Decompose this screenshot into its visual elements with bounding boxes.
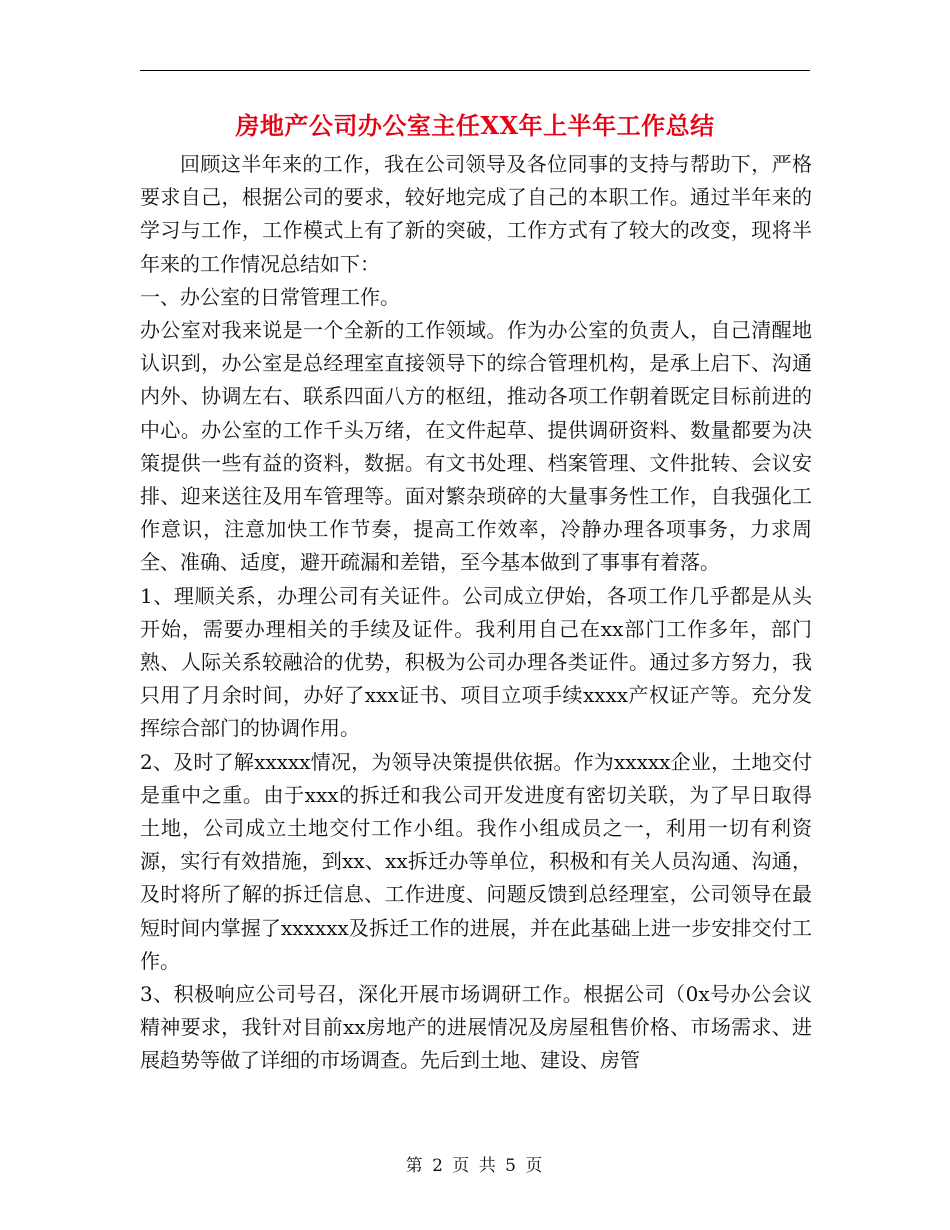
document-title: 房地产公司办公室主任XX年上半年工作总结	[235, 111, 715, 140]
paragraph-item-3: 3、积极响应公司号召，深化开展市场调研工作。根据公司（0x号办公会议精神要求，我针对目前xx房地产的进展情况及房屋租售价格、市场需求、进展趋势等做了详细的市场调查。先后到土地、建设、房管	[140, 982, 812, 1073]
page-number-footer: 第 2 页 共 5 页	[405, 1156, 545, 1176]
header-rule	[140, 70, 810, 71]
document-body	[140, 148, 812, 1078]
paragraph-intro: 回顾这半年来的工作，我在公司领导及各位同事的支持与帮助下，严格要求自己，根据公司的要求，较好地完成了自己的本职工作。通过半年来的学习与工作，工作模式上有了新的突破，工作方式有了较大的改变，现将半年来的工作情况总结如下：	[140, 152, 812, 276]
paragraph-item-2: 2、及时了解xxxxx情况，为领导决策提供依据。作为xxxxx企业，土地交付是重中之重。由于xxx的拆迁和我公司开发进度有密切关联，为了早日取得土地，公司成立土地交付工作小组。我作小组成员之一，利用一切有利资源，实行有效措施，到xx、xx拆迁办等单位，积极和有关人员沟通、沟通，及时将所了解的拆迁信息、工作进度、问题反馈到总经理室，公司领导在最短时间内掌握了xxxxxx及拆迁工作的进展，并在此基础上进一步安排交付工作。	[140, 749, 812, 973]
section-heading-1: 一、办公室的日常管理工作。	[140, 284, 400, 309]
paragraph-office-overview: 办公室对我来说是一个全新的工作领域。作为办公室的负责人，自己清醒地认识到，办公室是总经理室直接领导下的综合管理机构，是承上启下、沟通内外、协调左右、联系四面八方的枢纽，推动各项工作朝着既定目标前进的中心。办公室的工作千头万绪，在文件起草、提供调研资料、数量都要为决策提供一些有益的资料，数据。有文书处理、档案管理、文件批转、会议安排、迎来送往及用车管理等。面对繁杂琐碎的大量事务性工作，自我强化工作意识，注意加快工作节奏，提高工作效率，冷静办理各项事务，力求周全、准确、适度，避开疏漏和差错，至今基本做到了事事有着落。	[140, 318, 812, 575]
paragraph-item-1: 1、理顺关系，办理公司有关证件。公司成立伊始，各项工作几乎都是从头开始，需要办理相关的手续及证件。我利用自己在xx部门工作多年，部门熟、人际关系较融洽的优势，积极为公司办理各类证件。通过多方努力，我只用了月余时间，办好了xxx证书、项目立项手续xxxx产权证产等。充分发挥综合部门的协调作用。	[140, 583, 812, 741]
